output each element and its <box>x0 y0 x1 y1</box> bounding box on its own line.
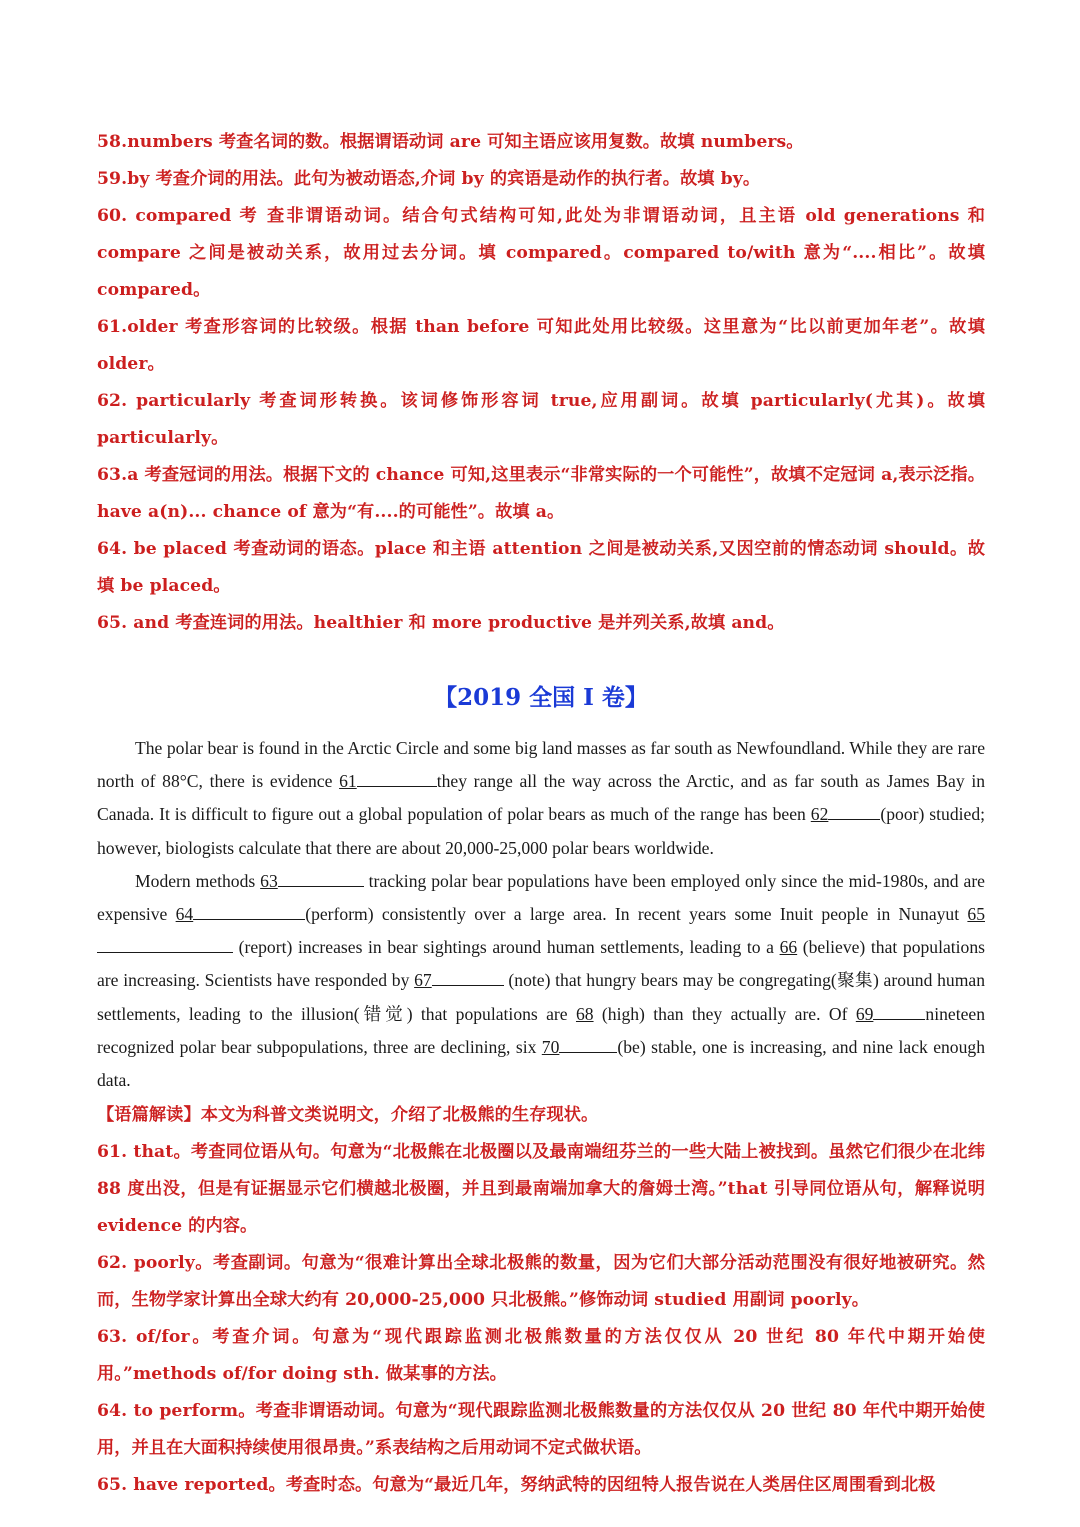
blank-61: 61 <box>339 771 437 791</box>
answer-58: 58.numbers 考查名词的数。根据谓语动词 are 可知主语应该用复数。故填 numbers。 <box>97 132 804 152</box>
answer-61-new: 61. that。考查同位语从句。句意为“北极熊在北极圈以及最南端纽芬兰的一些大陆上被找到。虽然它们很少在北纬 88 度出没，但是有证据显示它们横越北极圈，并且到最南端加拿大的詹姆士湾。”that 引导同位语从句，解释说明 evidence 的内容。 <box>97 1142 985 1237</box>
answer-65: 65. and 考查连词的用法。healthier 和 more productive 是并列关系,故填 and。 <box>97 613 785 633</box>
passage-text: nineteen recognized polar bear subpopulations, three are declining, six <box>97 1003 985 1057</box>
passage-text: (perform) consistently over a large area. In recent years some Inuit people in Nunayut <box>305 904 968 925</box>
blank-66: 66 <box>779 937 798 958</box>
answer-65-new: 65. have reported。考查时态。句意为“最近几年，努纳武特的因纽特人报告说在人类居住区周围看到北极 <box>97 1475 936 1496</box>
passage-text: (report) increases in bear sightings around human settlements, leading to a <box>233 937 780 958</box>
answer-59: 59.by 考查介词的用法。此句为被动语态,介词 by 的宾语是动作的执行者。故填 by。 <box>97 169 761 189</box>
answer-61: 61.older 考查形容词的比较级。根据 than before 可知此处用比较级。这里意为“比以前更加年老”。故填 older。 <box>97 317 985 374</box>
passage-text: The polar bear is found in the Arctic Circle and some big land masses as far south as Newfoundland. While they are rare north of 88°C, there is evidence <box>97 738 985 792</box>
previous-answer-section <box>97 124 985 642</box>
passage-text: (high) than they actually are. Of <box>593 1003 856 1024</box>
passage-text: (note) that hungry bears may be congregating(聚集) around human settlements, leading to the illusion(错觉) that populations are <box>97 970 985 1024</box>
passage-paragraph-1 <box>97 732 985 865</box>
blank-63: 63 <box>260 871 364 891</box>
answer-62: 62. particularly 考查词形转换。该词修饰形容词 true,应用副词。故填 particularly(尤其)。故填 particularly。 <box>97 391 985 448</box>
answer-62-new: 62. poorly。考查副词。句意为“很难计算出全球北极熊的数量，因为它们大部分活动范围没有很好地被研究。然而，生物学家计算出全球大约有 20,000-25,000 只北极熊。”修饰动词 studied 用副词 poorly。 <box>97 1253 985 1311</box>
section-title: 【2019 全国 I 卷】 <box>434 684 648 711</box>
passage-text: (believe) that populations are increasing. Scientists have responded by <box>97 937 985 991</box>
blank-68: 68 <box>575 1003 594 1024</box>
blank-67: 67 <box>414 970 504 990</box>
passage-text: Modern methods <box>135 870 261 891</box>
passage-text: (poor) studied; however, biologists calculate that there are about 20,000-25,000 polar bears worldwide. <box>97 804 986 858</box>
passage-text: tracking polar bear populations have been employed only since the mid-1980s, and are expensive <box>97 870 985 925</box>
answer-60: 60. compared 考 查非谓语动词。结合句式结构可知,此处为非谓语动词，且主语 old generations 和 compare 之间是被动关系，故用过去分词。填 compared。compared to/with 意为“....相比”。故填 compared。 <box>97 206 985 300</box>
answer-64: 64. be placed 考查动词的语态。place 和主语 attention 之间是被动关系,又因空前的情态动词 should。故填 be placed。 <box>97 539 985 596</box>
passage-analysis: 【语篇解读】本文为科普文类说明文，介绍了北极熊的生存现状。 <box>97 1105 599 1126</box>
passage-paragraph-2 <box>97 865 985 1097</box>
blank-70: 70 <box>542 1037 618 1057</box>
new-answer-section <box>97 1097 985 1504</box>
blank-65: 65 <box>97 904 985 957</box>
document-page <box>97 124 985 1504</box>
answer-63: 63.a 考查冠词的用法。根据下文的 chance 可知,这里表示“非常实际的一个可能性”，故填不定冠词 a,表示泛指。have a(n)... chance of 意为“有....的可能性”。故填 a。 <box>97 465 985 522</box>
passage-text: they range all the way across the Arctic, and as far south as James Bay in Canada. It is difficult to figure out a global population of polar bears as much of the range has been <box>97 771 986 825</box>
answer-64-new: 64. to perform。考查非谓语动词。句意为“现代跟踪监测北极熊数量的方法仅仅从 20 世纪 80 年代中期开始使用，并且在大面积持续使用很昂贵。”系表结构之后用动词不定式做状语。 <box>97 1401 985 1459</box>
passage-text: (be) stable, one is increasing, and nine lack enough data. <box>97 1036 985 1091</box>
blank-69: 69 <box>856 1004 926 1024</box>
blank-64: 64 <box>176 904 306 924</box>
blank-62: 62 <box>811 804 881 824</box>
cloze-passage <box>97 732 985 1097</box>
answer-63-new: 63. of/for。考查介词。句意为“现代跟踪监测北极熊数量的方法仅仅从 20 世纪 80 年代中期开始使用。”methods of/for doing sth. 做某事的方法。 <box>97 1327 985 1385</box>
